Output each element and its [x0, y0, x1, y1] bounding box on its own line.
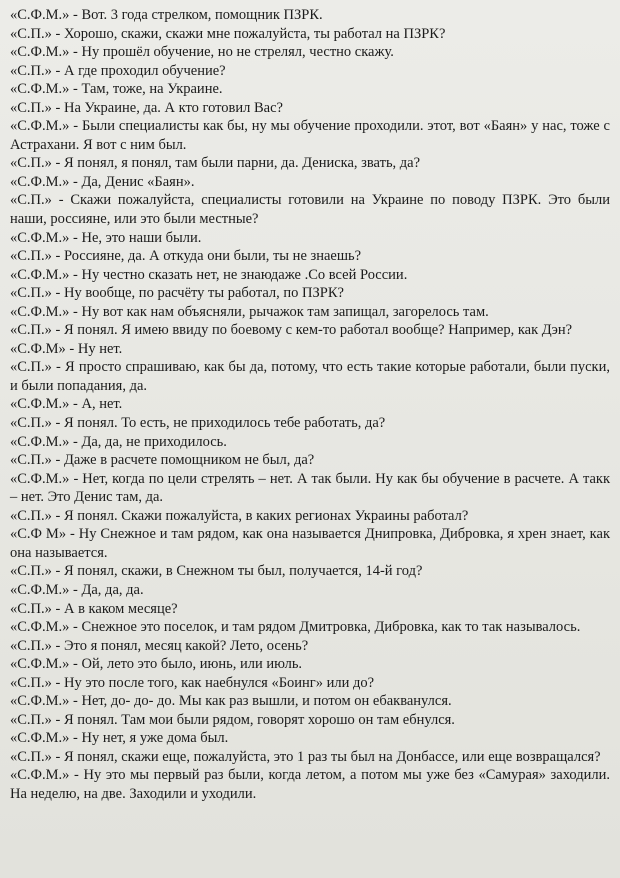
speaker-label: «С.Ф.М.»	[10, 7, 70, 23]
transcript-line	[10, 618, 610, 637]
utterance-text: - Да, да, не приходилось.	[69, 433, 227, 450]
transcript-line	[10, 80, 610, 99]
transcript-line	[10, 692, 610, 711]
utterance-text: - Ну это после того, как наебнулся «Боинг» или до?	[51, 674, 375, 691]
utterance-text: - Нет, до- до- до. Мы как раз вышли, и потом он ебакванулся.	[69, 693, 452, 710]
speaker-label: «С.Ф М»	[10, 526, 67, 543]
speaker-label: «С.Ф.М.»	[10, 767, 70, 784]
transcript-line	[10, 470, 610, 507]
speaker-label: «С.Ф.М.»	[10, 303, 70, 320]
utterance-text: - Нет, когда по цели стрелять – нет. А так были. Ну как бы обучение в расчете. А такк – нет. Это Денис там, да.	[10, 470, 610, 506]
utterance-text: - Снежное это поселок, и там рядом Дмитровка, Дибровка, как то так называлось.	[69, 619, 581, 636]
utterance-text: - Ну нет.	[65, 340, 123, 357]
transcript-line	[10, 655, 610, 674]
utterance-text: - Я просто спрашиваю, как бы да, потому, что есть такие которые работали, были пуски, и были попадания, да.	[10, 359, 610, 394]
speaker-label: «С.П.»	[10, 99, 52, 116]
speaker-label: «С.Ф.М.»	[10, 81, 70, 98]
speaker-label: «С.П.»	[10, 322, 52, 339]
speaker-label: «С.Ф.М.»	[10, 433, 70, 450]
speaker-label: «С.П.»	[10, 192, 52, 209]
speaker-label: «С.П.»	[10, 563, 52, 580]
transcript-line	[10, 711, 610, 730]
utterance-text: - Россияне, да. А откуда они были, ты не знаешь?	[51, 248, 362, 265]
utterance-text: - Да, да, да.	[69, 581, 144, 598]
transcript-line	[10, 99, 610, 118]
transcript-line	[10, 25, 610, 44]
speaker-label: «С.П.»	[10, 674, 52, 691]
speaker-label: «С.П.»	[10, 452, 52, 469]
transcript-line	[10, 414, 610, 433]
speaker-label: «С.Ф.М.»	[10, 118, 70, 135]
speaker-label: «С.П.»	[10, 415, 52, 432]
speaker-label: «С.П.»	[10, 25, 52, 42]
speaker-label: «С.Ф.М.»	[10, 693, 70, 710]
transcript-line	[10, 6, 610, 25]
utterance-text: - Я понял. Я имею ввиду по боевому с кем-то работал вообще? Например, как Дэн?	[51, 322, 573, 339]
speaker-label: «С.П.»	[10, 248, 52, 265]
transcript-line	[10, 321, 610, 340]
transcript-line	[10, 247, 610, 266]
speaker-label: «С.П.»	[10, 285, 52, 302]
transcript-line	[10, 395, 610, 414]
utterance-text: - Ну вообще, по расчёту ты работал, по ПЗРК?	[51, 285, 344, 302]
utterance-text: - Ну это мы первый раз были, когда летом, а потом мы уже без «Самурая» заходили. На неделю, на две. Заходили и уходили.	[10, 767, 610, 802]
utterance-text: - Я понял, я понял, там были парни, да. Дениска, звать, да?	[51, 155, 421, 172]
utterance-text: - Я понял. Скажи пожалуйста, в каких регионах Украины работал?	[51, 507, 469, 524]
transcript-line	[10, 451, 610, 470]
utterance-text: - Ну Снежное и там рядом, как она называется Днипровка, Дибровка, я хрен знает, как она называется.	[10, 526, 610, 561]
speaker-label: «С.Ф.М.»	[10, 619, 70, 636]
utterance-text: - Ну прошёл обучение, но не стрелял, честно скажу.	[69, 44, 394, 61]
speaker-label: «С.Ф.М.»	[10, 229, 70, 246]
utterance-text: - Были специалисты как бы, ну мы обучение проходили. этот, вот «Баян» у нас, тоже с Астрахани. Я вот с ним был.	[10, 118, 610, 153]
transcript-line	[10, 525, 610, 562]
transcript-line	[10, 674, 610, 693]
speaker-label: «С.Ф.М.»	[10, 656, 70, 673]
utterance-text: - Скажи пожалуйста, специалисты готовили на Украине по поводу ПЗРК. Это были наши, россияне, или это были местные?	[10, 192, 610, 228]
speaker-label: «С.Ф.М.»	[10, 266, 70, 283]
transcript-line	[10, 154, 610, 173]
speaker-label: «С.Ф.М.»	[10, 44, 70, 61]
transcript-line	[10, 581, 610, 600]
utterance-text: - На Украине, да. А кто готовил Вас?	[51, 99, 283, 116]
transcript-line	[10, 600, 610, 619]
utterance-text: - Даже в расчете помощником не был, да?	[51, 452, 315, 469]
transcript-line	[10, 284, 610, 303]
interrogation-transcript	[10, 6, 610, 804]
speaker-label: «С.Ф.М.»	[10, 173, 70, 190]
speaker-label: «С.П.»	[10, 637, 52, 654]
speaker-label: «С.Ф.М.»	[10, 396, 70, 413]
utterance-text: - Хорошо, скажи, скажи мне пожалуйста, ты работал на ПЗРК?	[51, 25, 446, 42]
speaker-label: «С.Ф.М.»	[10, 730, 70, 747]
speaker-label: «С.П.»	[10, 600, 52, 617]
transcript-line	[10, 117, 610, 154]
utterance-text: - Я понял, скажи, в Снежном ты был, получается, 14-й год?	[51, 563, 423, 580]
transcript-line	[10, 748, 610, 767]
transcript-line	[10, 191, 610, 228]
speaker-label: «С.П.»	[10, 359, 52, 376]
transcript-line	[10, 562, 610, 581]
utterance-text: - Я понял. Там мои были рядом, говорят хорошо он там ебнулся.	[51, 711, 455, 728]
utterance-text: - Ну вот как нам объясняли, рычажок там запищал, загорелось там.	[69, 303, 489, 320]
transcript-line	[10, 43, 610, 62]
speaker-label: «С.Ф.М»	[10, 340, 66, 357]
utterance-text: - Ну честно сказать нет, не знаюдаже .Со всей России.	[69, 266, 408, 283]
utterance-text: - Это я понял, месяц какой? Лето, осень?	[51, 637, 309, 654]
utterance-text: - Не, это наши были.	[69, 229, 202, 246]
speaker-label: «С.П.»	[10, 62, 52, 79]
speaker-label: «С.П.»	[10, 711, 52, 728]
utterance-text: - А в каком месяце?	[51, 600, 178, 617]
transcript-line	[10, 266, 610, 285]
utterance-text: - Там, тоже, на Украине.	[69, 81, 223, 98]
transcript-line	[10, 62, 610, 81]
utterance-text: - Ой, лето это было, июнь, или июль.	[69, 656, 303, 673]
speaker-label: «С.П.»	[10, 155, 52, 172]
utterance-text: - Я понял, скажи еще, пожалуйста, это 1 раз ты был на Донбассе, или еще возвращался?	[51, 748, 601, 765]
utterance-text: - Я понял. То есть, не приходилось тебе работать, да?	[51, 415, 386, 432]
speaker-label: «С.Ф.М.»	[10, 470, 70, 487]
speaker-label: «С.Ф.М.»	[10, 581, 70, 598]
transcript-line	[10, 358, 610, 395]
transcript-line	[10, 229, 610, 248]
transcript-line	[10, 433, 610, 452]
speaker-label: «С.П.»	[10, 507, 52, 524]
transcript-line	[10, 303, 610, 322]
utterance-text: - Да, Денис «Баян».	[69, 173, 195, 190]
utterance-text: - Вот. 3 года стрелком, помощник ПЗРК.	[69, 7, 323, 23]
utterance-text: - Ну нет, я уже дома был.	[69, 730, 229, 747]
transcript-line	[10, 729, 610, 748]
transcript-line	[10, 173, 610, 192]
transcript-line	[10, 766, 610, 803]
transcript-line	[10, 507, 610, 526]
transcript-line	[10, 340, 610, 359]
transcript-line	[10, 637, 610, 656]
speaker-label: «С.П.»	[10, 748, 52, 765]
utterance-text: - А где проходил обучение?	[51, 62, 226, 79]
utterance-text: - А, нет.	[69, 396, 123, 413]
